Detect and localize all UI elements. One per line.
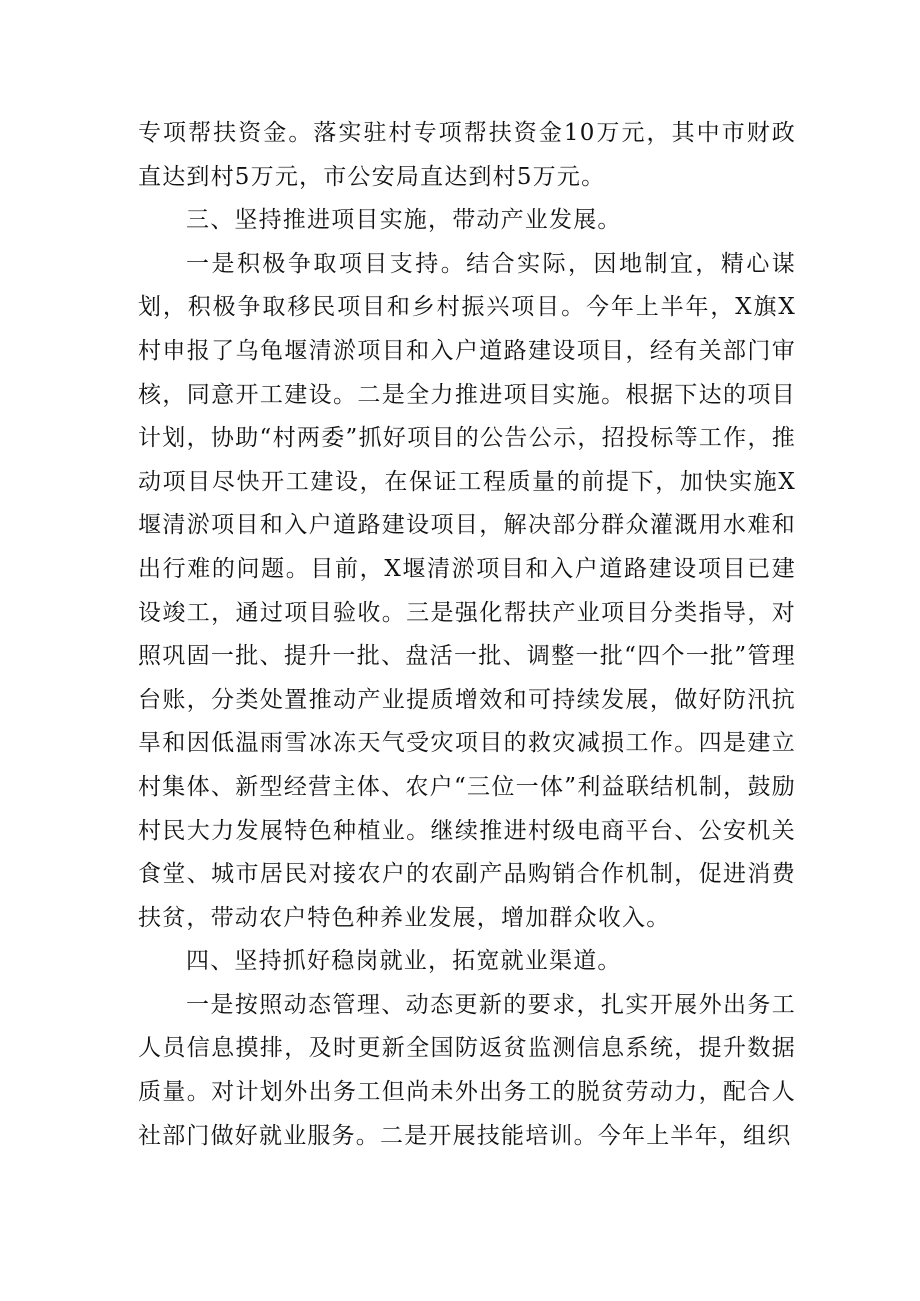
body-paragraph-3: 一是按照动态管理、动态更新的要求，扎实开展外出务工人员信息摸排，及时更新全国防返贫监测信息系统，提升数据质量。对计划外出务工但尚未外出务工的脱贫劳动力，配合人社部门做好就业服务。二是开展技能培训。今年上半年，组织 bbox=[138, 991, 796, 1149]
body-paragraph-2: 一是积极争取项目支持。结合实际，因地制宜，精心谋划，积极争取移民项目和乡村振兴项目。今年上半年，X旗X村申报了乌龟堰清淤项目和入户道路建设项目，经有关部门审核，同意开工建设。二是全力推进项目实施。根据下达的项目计划，协助“村两委”抓好项目的公告公示，招投标等工作，推动项目尽快开工建设，在保证工程质量的前提下，加快实施X堰清淤项目和入户道路建设项目，解决部分群众灌溉用水难和出行难的问题。目前，X堰清淤项目和入户道路建设项目已建设竣工，通过项目验收。三是强化帮扶产业项目分类指导，对照巩固一批、提升一批、盘活一批、调整一批“四个一批”管理台账，分类处置推动产业提质增效和可持续发展，做好防汛抗旱和因低温雨雪冰冻天气受灾项目的救灾减损工作。四是建立村集体、新型经营主体、农户“三位一体”利益联结机制，鼓励村民大力发展特色种植业。继续推进村级电商平台、公安机关食堂、城市居民对接农户的农副产品购销合作机制，促进消费扶贫，带动农户特色种养业发展，增加群众收入。 bbox=[138, 250, 796, 931]
body-paragraph-1: 专项帮扶资金。落实驻村专项帮扶资金10万元，其中市财政直达到村5万元，市公安局直达到村5万元。 bbox=[138, 120, 796, 190]
section-heading-3: 三、坚持推进项目实施，带动产业发展。 bbox=[186, 207, 622, 234]
section-heading-4: 四、坚持抓好稳岗就业，拓宽就业渠道。 bbox=[186, 948, 622, 975]
